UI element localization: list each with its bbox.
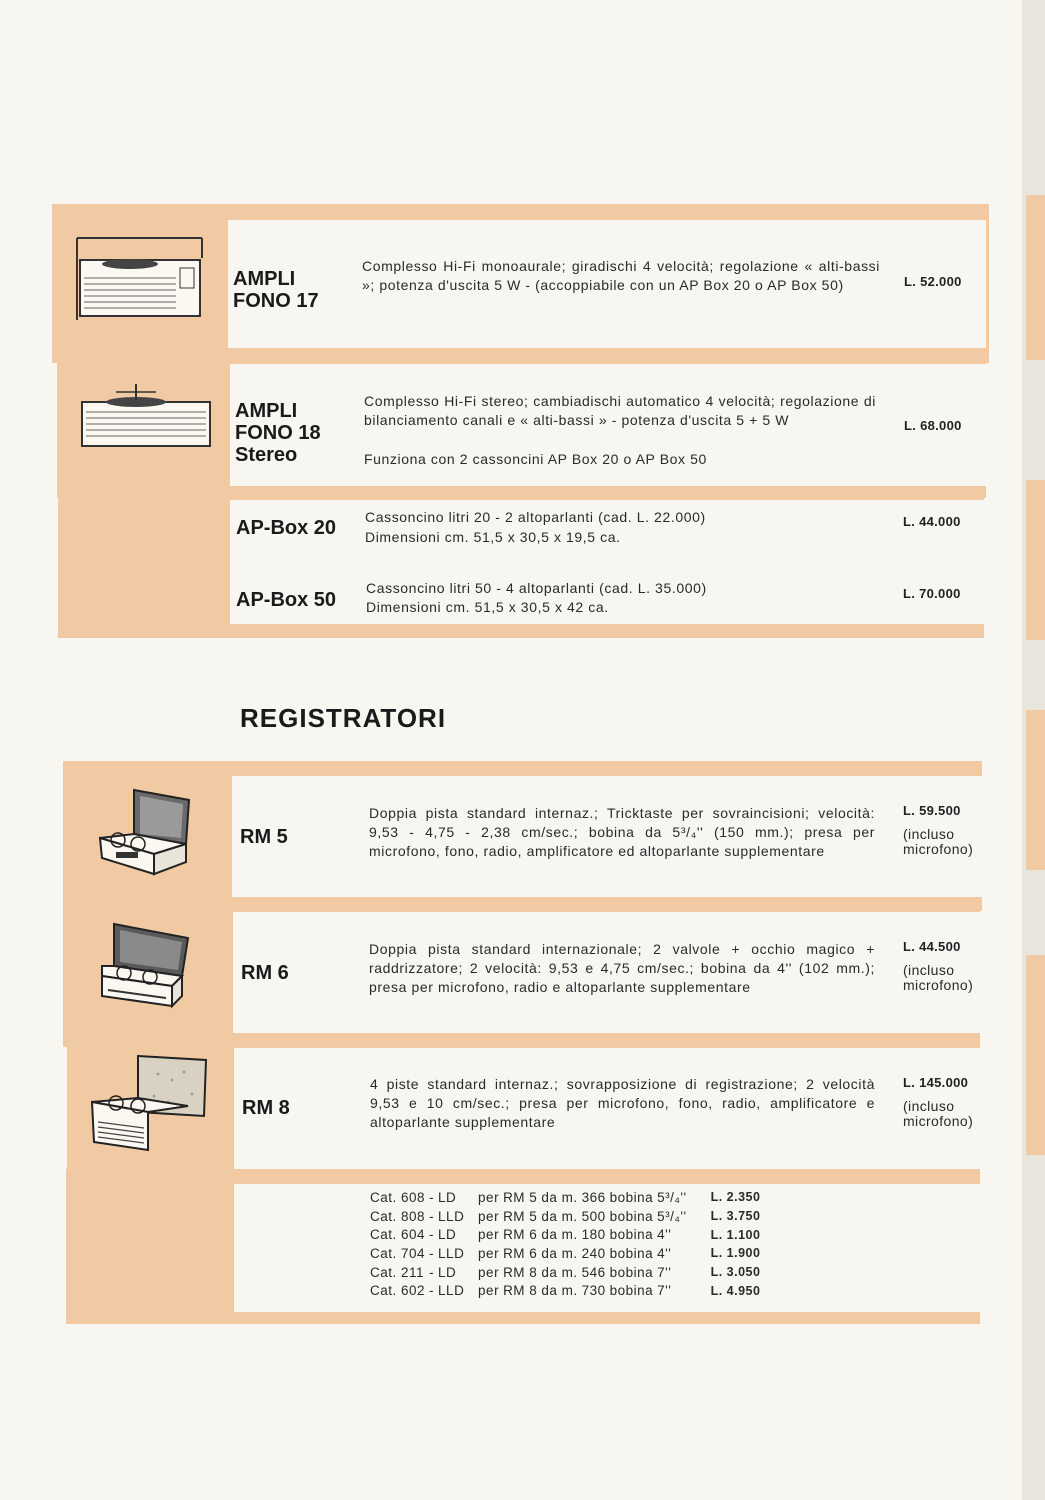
tape-recorder-rm8-illustration bbox=[88, 1050, 212, 1160]
catalog-row bbox=[370, 1188, 764, 1207]
catalog-length: 180 bbox=[581, 1227, 606, 1243]
catalog-da: da m. bbox=[541, 1189, 578, 1205]
product-name: AMPLI FONO 17 bbox=[233, 268, 319, 312]
stereo-record-player-illustration bbox=[76, 380, 216, 460]
catalog-bobina: bobina bbox=[609, 1208, 654, 1224]
catalog-per: per bbox=[478, 1264, 500, 1280]
catalog-bobina: bobina bbox=[609, 1245, 654, 1261]
catalog-row bbox=[370, 1207, 764, 1226]
catalog-row bbox=[370, 1244, 764, 1263]
product-price: L. 44.000 bbox=[903, 514, 961, 529]
catalog-price: L. 1.900 bbox=[710, 1246, 761, 1261]
catalog-da: da m. bbox=[541, 1283, 578, 1299]
product-price: L. 52.000 bbox=[904, 274, 962, 289]
recorder-price: L. 59.500 bbox=[903, 803, 961, 818]
section-heading: REGISTRATORI bbox=[240, 703, 447, 733]
catalog-code: Cat. 211 bbox=[370, 1264, 425, 1280]
edge-band bbox=[1026, 480, 1045, 640]
catalog-reel: 7'' bbox=[657, 1283, 672, 1299]
edge-band bbox=[1026, 710, 1045, 870]
catalog-price: L. 3.050 bbox=[710, 1265, 761, 1280]
catalog-price: L. 1.100 bbox=[710, 1227, 761, 1242]
catalog-row bbox=[370, 1263, 764, 1282]
recorder-name: RM 5 bbox=[240, 826, 288, 848]
catalog-reel: 5³/₄'' bbox=[657, 1189, 687, 1205]
recorder-description: Doppia pista standard internaz.; Tricktaste per sovraincisioni; velocità: 9,53 - 4,75 - 2,38 cm/sec.; bobina da 5³/₄'' (150 mm.); presa per microfono, fono, radio, amplificatore ed altoparlante supplementare bbox=[369, 805, 875, 859]
catalog-dash: - bbox=[429, 1245, 435, 1261]
catalog-reel: 4'' bbox=[657, 1245, 672, 1261]
catalog-dash: - bbox=[429, 1264, 435, 1280]
catalog-model: RM 5 bbox=[503, 1189, 538, 1205]
recorder-description: 4 piste standard internaz.; sovrapposizione di registrazione; 2 velocità 9,53 e 10 cm/sec.; presa per microfono, fono, radio, amplificatore e altoparlante supplementare bbox=[370, 1076, 875, 1130]
product-description-note: Dimensioni cm. 51,5 x 30,5 x 42 ca. bbox=[366, 599, 609, 615]
catalog-length: 366 bbox=[581, 1189, 606, 1205]
catalog-type: LD bbox=[438, 1227, 457, 1243]
catalog-code: Cat. 704 bbox=[370, 1245, 426, 1261]
tape-recorder-rm5-illustration bbox=[94, 782, 194, 882]
catalog-bobina: bobina bbox=[609, 1264, 654, 1280]
catalog-model: RM 5 bbox=[503, 1208, 538, 1224]
catalog-type: LD bbox=[438, 1264, 457, 1280]
recorder-name: RM 8 bbox=[242, 1097, 290, 1119]
recorder-price: L. 44.500 bbox=[903, 939, 961, 954]
catalog-da: da m. bbox=[541, 1227, 578, 1243]
catalog-dash: - bbox=[429, 1208, 435, 1224]
catalog-code: Cat. 808 bbox=[370, 1208, 426, 1224]
catalog-row bbox=[370, 1281, 764, 1300]
tape-recorder-rm6-illustration bbox=[96, 916, 196, 1016]
next-page-edge bbox=[1022, 0, 1045, 1500]
catalog-type: LLD bbox=[438, 1245, 465, 1261]
recorder-price-note: (incluso microfono) bbox=[903, 1098, 974, 1129]
product-description: Complesso Hi-Fi stereo; cambiadischi automatico 4 velocità; regolazione di bilanciamento canali e « alti-bassi » - potenza d'uscita 5 + 5 W bbox=[364, 393, 876, 428]
catalog-type: LLD bbox=[438, 1283, 465, 1299]
catalog-length: 546 bbox=[581, 1264, 606, 1280]
catalog-length: 730 bbox=[581, 1283, 606, 1299]
catalog-price: L. 3.750 bbox=[710, 1209, 761, 1224]
recorder-description: Doppia pista standard internazionale; 2 valvole + occhio magico + raddrizzatore; 2 velocità: 9,53 e 4,75 cm/sec.; bobina da 4'' (102 mm.); presa per microfono, radio e altoparlante supplementare bbox=[369, 941, 875, 995]
catalog-type: LLD bbox=[438, 1208, 465, 1224]
product-description-note: Funziona con 2 cassoncini AP Box 20 o AP Box 50 bbox=[364, 451, 707, 467]
catalog-reel: 7'' bbox=[657, 1264, 672, 1280]
catalog-per: per bbox=[478, 1208, 500, 1224]
product-price: L. 68.000 bbox=[904, 418, 962, 433]
catalog-per: per bbox=[478, 1227, 500, 1243]
catalog-da: da m. bbox=[541, 1208, 578, 1224]
edge-band bbox=[1026, 195, 1045, 360]
edge-band bbox=[1026, 955, 1045, 1155]
catalog-dash: - bbox=[429, 1283, 435, 1299]
product-description-note: Dimensioni cm. 51,5 x 30,5 x 19,5 ca. bbox=[365, 529, 621, 545]
recorder-name: RM 6 bbox=[241, 962, 289, 984]
catalog-bobina: bobina bbox=[609, 1189, 654, 1205]
product-description: Cassoncino litri 50 - 4 altoparlanti (cad. L. 35.000) bbox=[366, 580, 707, 596]
catalog-price: L. 4.950 bbox=[710, 1283, 761, 1298]
catalog-price: L. 2.350 bbox=[710, 1190, 761, 1205]
catalog-code: Cat. 604 bbox=[370, 1227, 426, 1243]
product-description: Complesso Hi-Fi monoaurale; giradischi 4 velocità; regolazione « alti-bassi »; potenza d'uscita 5 W - (accoppiabile con un AP Box 20 o AP Box 50) bbox=[362, 258, 880, 293]
catalog-type: LD bbox=[438, 1189, 457, 1205]
catalog-per: per bbox=[478, 1283, 500, 1299]
catalog-code: Cat. 608 bbox=[370, 1189, 426, 1205]
catalog-reel: 5³/₄'' bbox=[657, 1208, 687, 1224]
catalog-da: da m. bbox=[541, 1264, 578, 1280]
catalog-model: RM 6 bbox=[503, 1245, 538, 1261]
catalog-model: RM 8 bbox=[503, 1264, 538, 1280]
catalog-bobina: bobina bbox=[609, 1283, 654, 1299]
record-player-illustration bbox=[72, 230, 212, 330]
catalog-bobina: bobina bbox=[609, 1227, 654, 1243]
catalog-per: per bbox=[478, 1189, 500, 1205]
catalog-length: 500 bbox=[581, 1208, 606, 1224]
catalog-model: RM 8 bbox=[503, 1283, 538, 1299]
product-name: AP-Box 20 bbox=[236, 517, 337, 539]
catalog-dash: - bbox=[429, 1227, 435, 1243]
product-name: AP-Box 50 bbox=[236, 589, 337, 611]
catalog-per: per bbox=[478, 1245, 500, 1261]
recorder-price: L. 145.000 bbox=[903, 1075, 969, 1090]
catalog-code: Cat. 602 bbox=[370, 1283, 426, 1299]
recorder-price-note: (incluso microfono) bbox=[903, 826, 974, 857]
catalog-model: RM 6 bbox=[503, 1227, 538, 1243]
catalog-reel: 4'' bbox=[657, 1227, 672, 1243]
product-name: AMPLI FONO 18 Stereo bbox=[235, 400, 321, 466]
recorder-price-note: (incluso microfono) bbox=[903, 962, 974, 993]
product-description: Cassoncino litri 20 - 2 altoparlanti (cad. L. 22.000) bbox=[365, 509, 706, 525]
catalog-row bbox=[370, 1225, 764, 1244]
catalog-da: da m. bbox=[541, 1245, 578, 1261]
product-price: L. 70.000 bbox=[903, 586, 961, 601]
catalog-length: 240 bbox=[581, 1245, 606, 1261]
tape-catalog-table bbox=[370, 1188, 764, 1300]
catalog-dash: - bbox=[429, 1189, 435, 1205]
